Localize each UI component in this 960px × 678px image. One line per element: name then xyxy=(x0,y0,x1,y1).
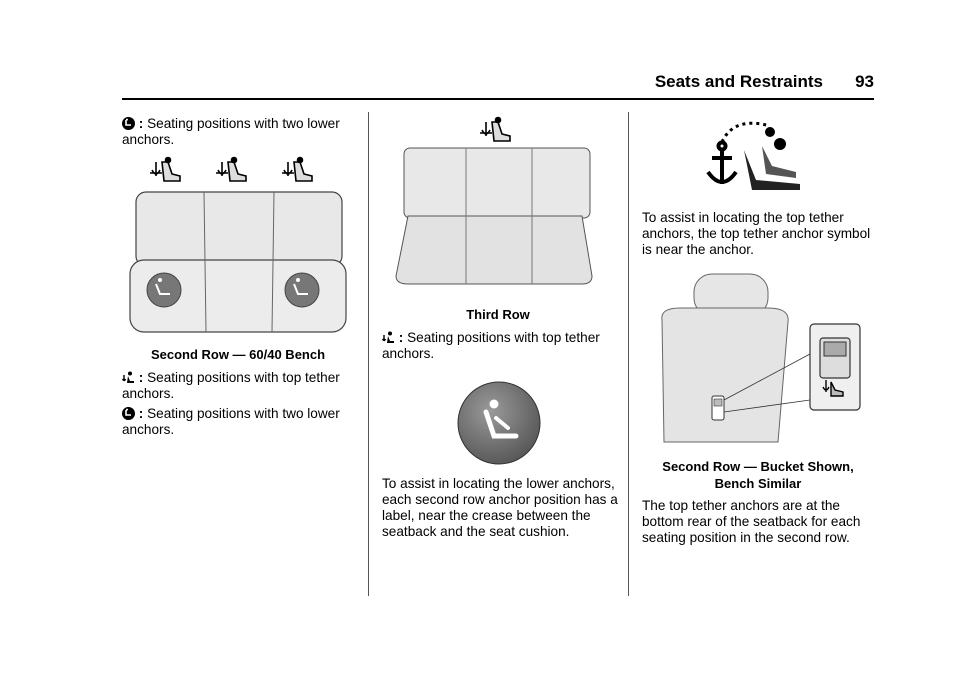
section-title: Seats and Restraints xyxy=(654,72,823,91)
third-row-bench-illustration xyxy=(394,116,596,292)
dotted-arc xyxy=(722,123,770,142)
lower-anchor-label-illustration xyxy=(456,380,542,466)
second-row-bench-illustration xyxy=(128,156,350,336)
child-seat-icon xyxy=(744,138,800,190)
col3-paragraph-1: To assist in locating the top tether anchors, the top tether anchor symbol is near the anchor. xyxy=(642,210,871,257)
column-divider-2 xyxy=(628,112,629,596)
column-divider-1 xyxy=(368,112,369,596)
col2-paragraph-2: To assist in locating the lower anchors, each second row anchor position has a label, near the crease between the seatback and the seat cushion. xyxy=(382,476,618,539)
col1-paragraph-2: : Seating positions with top tether anchors. xyxy=(122,370,340,401)
top-tether-anchor-symbol xyxy=(704,118,808,194)
col3-paragraph-2: The top tether anchors are at the bottom rear of the seatback for each seating position in the second row. xyxy=(642,498,861,545)
bucket-seat-tether-illustration xyxy=(650,272,864,446)
child-seat-anchor-icon xyxy=(147,273,181,307)
col1-paragraph-1: : Seating positions with two lower anchors. xyxy=(122,116,340,147)
header-rule xyxy=(122,98,874,100)
page-header xyxy=(0,70,960,100)
anchor-icon xyxy=(708,143,736,185)
lower-anchor-icon xyxy=(122,407,135,420)
lower-anchor-icon xyxy=(282,158,312,182)
lower-anchor-icon xyxy=(216,158,246,182)
page-number: 93 xyxy=(855,72,874,91)
top-tether-icon xyxy=(122,371,135,384)
col1-paragraph-3: : Seating positions with two lower anchors. xyxy=(122,406,340,437)
lower-anchor-icon xyxy=(122,117,135,130)
lower-anchor-icon xyxy=(150,158,180,182)
figure-caption-third-row: Third Row xyxy=(466,307,530,322)
col2-paragraph-1: : Seating positions with top tether anchors. xyxy=(382,330,600,361)
lower-anchor-icon xyxy=(480,118,510,142)
figure-caption-bucket: Second Row — Bucket Shown, Bench Similar xyxy=(662,459,854,491)
top-tether-icon xyxy=(382,331,395,344)
figure-caption-second-row: Second Row — 60/40 Bench xyxy=(150,347,326,362)
child-seat-anchor-icon xyxy=(285,273,319,307)
